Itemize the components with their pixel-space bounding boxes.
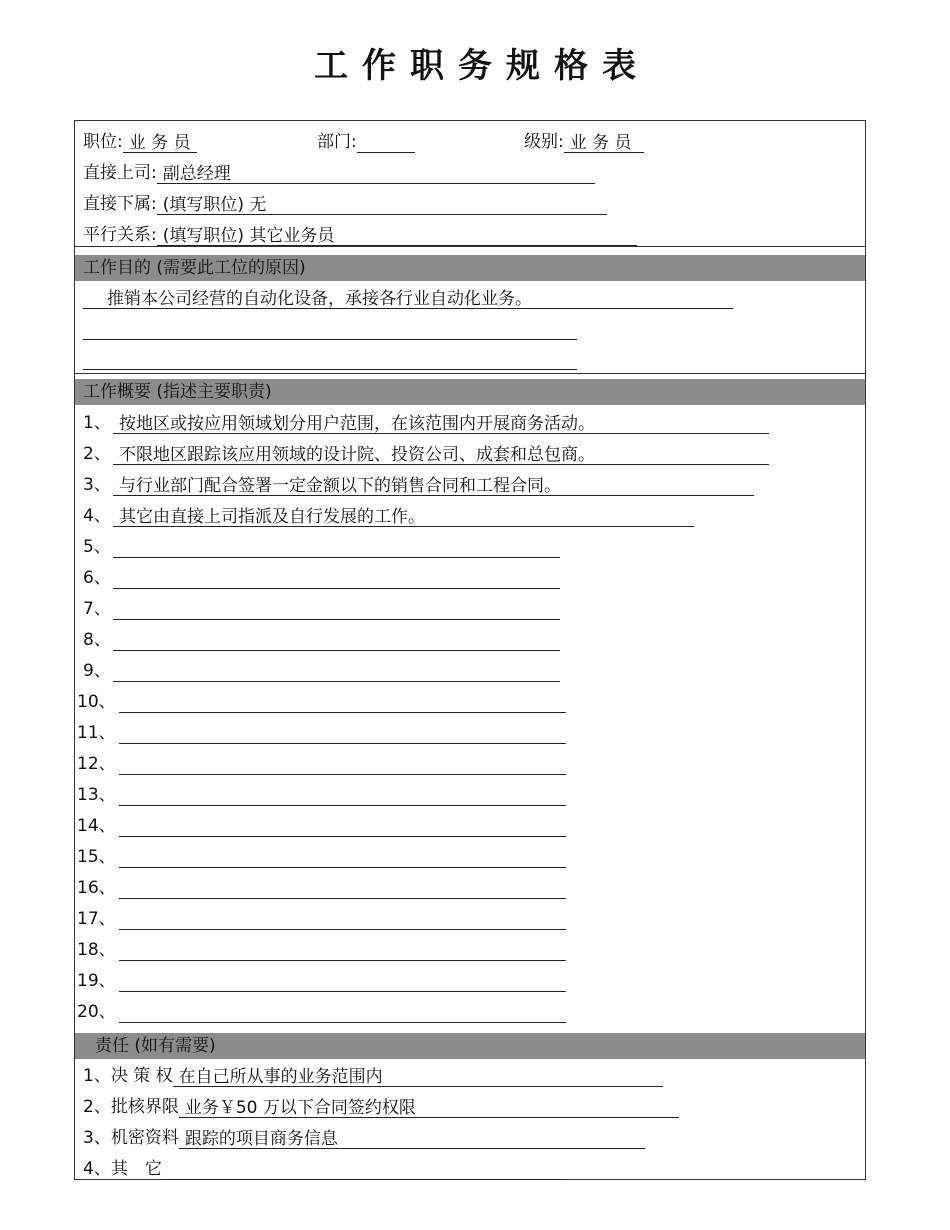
summary-item-field[interactable]: [119, 1002, 566, 1023]
summary-item-number: 1、: [83, 413, 111, 433]
summary-item-number: 8、: [83, 630, 111, 650]
summary-item-number: 12、: [77, 754, 116, 774]
summary-item: [77, 691, 566, 713]
summary-item-field[interactable]: [113, 630, 560, 651]
level-row: [524, 131, 644, 153]
page-title: 工作职务规格表: [314, 46, 650, 86]
supervisor-label: 直接上司:: [83, 163, 157, 183]
subordinate-row: [83, 193, 607, 215]
summary-item-field[interactable]: [119, 692, 566, 713]
position-row: [83, 131, 197, 153]
summary-item-field[interactable]: 与行业部门配合签署一定金额以下的销售合同和工程合同。: [113, 475, 754, 496]
summary-item: [77, 784, 566, 806]
department-row: [317, 131, 415, 153]
subordinate-label: 直接下属:: [83, 194, 157, 214]
summary-item-field[interactable]: 不限地区跟踪该应用领域的设计院、投资公司、成套和总包商。: [113, 444, 769, 465]
responsibility-field[interactable]: [162, 1159, 562, 1180]
summary-item-field[interactable]: [113, 537, 560, 558]
supervisor-field[interactable]: 副总经理: [157, 163, 595, 184]
responsibility-field[interactable]: 跟踪的项目商务信息: [179, 1128, 645, 1149]
summary-item-number: 7、: [83, 599, 111, 619]
summary-heading: 工作概要 (指述主要职责): [75, 379, 865, 405]
purpose-heading: 工作目的 (需要此工位的原因): [75, 255, 865, 281]
summary-item: [77, 753, 566, 775]
summary-item-number: 13、: [77, 785, 116, 805]
summary-item-number: 6、: [83, 568, 111, 588]
summary-item-number: 19、: [77, 971, 116, 991]
summary-item: [83, 505, 694, 527]
section-divider: [75, 373, 865, 374]
parallel-row: [83, 224, 637, 246]
summary-item-number: 15、: [77, 847, 116, 867]
summary-item: [83, 536, 560, 558]
summary-item-field[interactable]: [119, 971, 566, 992]
position-field[interactable]: 业 务 员: [123, 132, 197, 153]
summary-item-number: 3、: [83, 475, 111, 495]
form-frame: [74, 120, 866, 1180]
purpose-blank-line[interactable]: [83, 339, 577, 340]
summary-item-number: 5、: [83, 537, 111, 557]
purpose-field[interactable]: 推销本公司经营的自动化设备，承接各行业自动化业务。: [83, 288, 733, 309]
summary-item-field[interactable]: [119, 816, 566, 837]
summary-item: [77, 877, 566, 899]
responsibility-label: 3、机密资料: [83, 1128, 179, 1148]
summary-item-number: 14、: [77, 816, 116, 836]
department-field[interactable]: [357, 132, 415, 153]
summary-item-number: 2、: [83, 444, 111, 464]
summary-item-number: 18、: [77, 940, 116, 960]
summary-item-number: 17、: [77, 909, 116, 929]
responsibility-item: [83, 1096, 679, 1118]
summary-item: [77, 939, 566, 961]
responsibility-heading: 责任 (如有需要): [75, 1033, 865, 1059]
summary-item-number: 9、: [83, 661, 111, 681]
summary-item-field[interactable]: [119, 878, 566, 899]
responsibility-label: 4、其 它: [83, 1159, 162, 1179]
summary-item: [83, 598, 560, 620]
responsibility-field[interactable]: 业务￥50 万以下合同签约权限: [179, 1097, 679, 1118]
summary-item-number: 10、: [77, 692, 116, 712]
responsibility-label: 1、决 策 权: [83, 1066, 173, 1086]
summary-item: [83, 412, 769, 434]
summary-item: [83, 567, 560, 589]
summary-item-number: 16、: [77, 878, 116, 898]
summary-item-number: 20、: [77, 1002, 116, 1022]
responsibility-field[interactable]: 在自己所从事的业务范围内: [173, 1066, 663, 1087]
department-label: 部门:: [317, 132, 357, 152]
summary-item-number: 4、: [83, 506, 111, 526]
summary-item-field[interactable]: [119, 723, 566, 744]
summary-item-number: 11、: [77, 723, 116, 743]
responsibility-item: [83, 1065, 663, 1087]
purpose-row: [83, 287, 733, 309]
parallel-field[interactable]: (填写职位) 其它业务员: [157, 225, 637, 246]
responsibility-label: 2、批核界限: [83, 1097, 179, 1117]
responsibility-item: [83, 1127, 645, 1149]
summary-item-field[interactable]: [119, 940, 566, 961]
summary-item-field[interactable]: 其它由直接上司指派及自行发展的工作。: [113, 506, 694, 527]
summary-item-field[interactable]: [113, 568, 560, 589]
level-field[interactable]: 业 务 员: [564, 132, 644, 153]
summary-item: [77, 908, 566, 930]
summary-item-field[interactable]: 按地区或按应用领域划分用户范围，在该范围内开展商务活动。: [113, 413, 769, 434]
purpose-blank-line[interactable]: [83, 369, 577, 370]
summary-item-field[interactable]: [113, 599, 560, 620]
summary-item: [83, 474, 754, 496]
summary-item-field[interactable]: [113, 661, 560, 682]
summary-item-field[interactable]: [119, 785, 566, 806]
parallel-label: 平行关系:: [83, 225, 157, 245]
supervisor-row: [83, 162, 595, 184]
summary-item: [83, 660, 560, 682]
summary-item: [77, 1001, 566, 1023]
position-label: 职位:: [83, 132, 123, 152]
summary-item: [83, 629, 560, 651]
subordinate-field[interactable]: (填写职位) 无: [157, 194, 607, 215]
summary-item: [77, 970, 566, 992]
summary-item: [77, 722, 566, 744]
summary-item-field[interactable]: [119, 909, 566, 930]
section-divider: [75, 246, 865, 247]
level-label: 级别:: [524, 132, 564, 152]
responsibility-item: [83, 1158, 562, 1180]
summary-item-field[interactable]: [119, 847, 566, 868]
summary-item: [77, 815, 566, 837]
summary-item: [83, 443, 769, 465]
summary-item: [77, 846, 566, 868]
summary-item-field[interactable]: [119, 754, 566, 775]
